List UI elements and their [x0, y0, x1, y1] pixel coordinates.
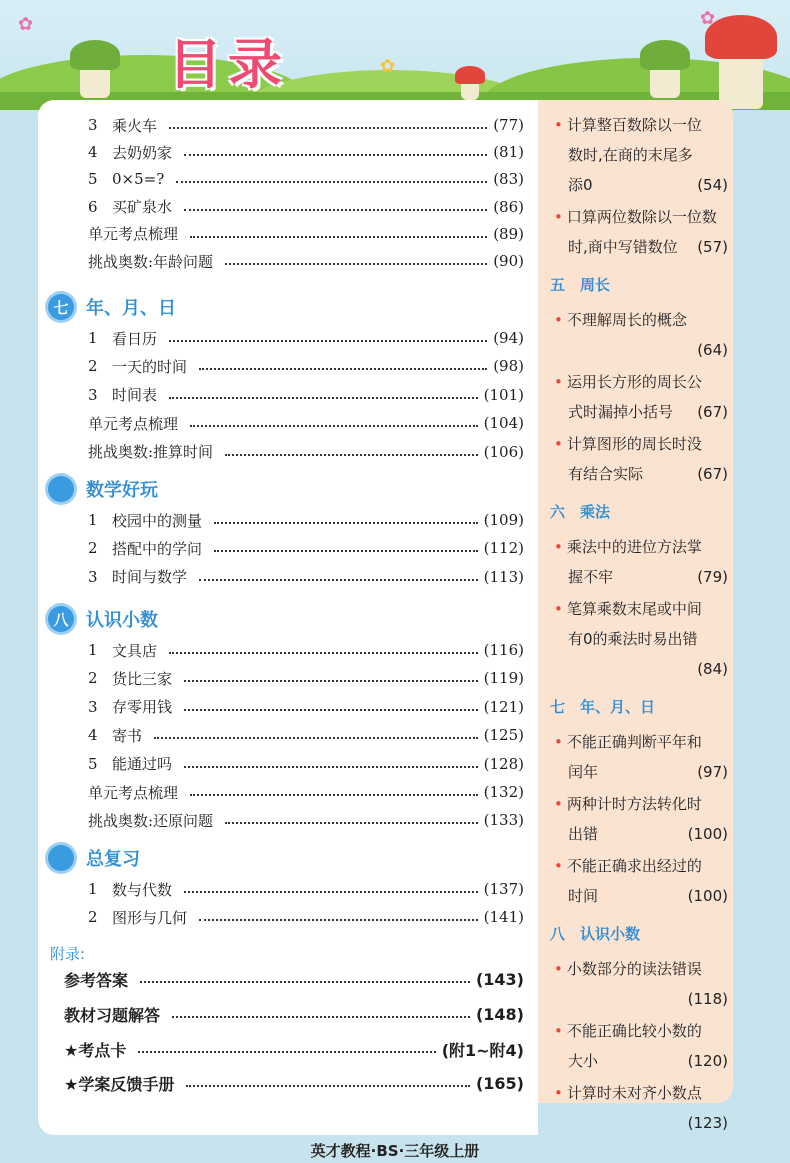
side-item-text: 数时,在商的末尾多: [568, 146, 693, 164]
dot-leader: [199, 368, 487, 370]
toc-entry[interactable]: [64, 1001, 524, 1027]
side-item-text: 出错: [568, 825, 599, 843]
toc-entry-page: (90): [493, 252, 524, 270]
toc-entry-page: (98): [493, 357, 524, 376]
side-section-header: 八 认识小数: [550, 925, 641, 943]
side-item-text: 不能正确求出经过的: [566, 857, 702, 875]
side-list-item[interactable]: [554, 1078, 728, 1138]
toc-entry-label: 寄书: [112, 726, 143, 745]
toc-entry-label: 挑战奥数:年龄问题: [88, 252, 214, 271]
appendix-label: 附录:: [50, 945, 86, 963]
toc-entry-label: 货比三家: [112, 669, 173, 688]
side-item-text: 不能正确判断平年和: [566, 733, 702, 751]
dot-leader: [184, 766, 478, 768]
side-item-page: (54): [697, 176, 728, 194]
dot-leader: [154, 737, 478, 739]
side-item-page: (79): [697, 568, 728, 586]
side-item-text: 乘法中的进位方法掌: [566, 538, 702, 556]
toc-entry-page: (109): [483, 511, 524, 529]
dot-leader: [184, 680, 478, 682]
bullet-icon: •: [554, 857, 563, 875]
toc-entry-label: 数与代数: [112, 880, 173, 899]
toc-entry-page: (89): [493, 224, 524, 243]
side-item-page: (97): [697, 763, 728, 781]
toc-entry-label: 乘火车: [112, 116, 158, 135]
toc-entry-page: (148): [475, 1004, 524, 1024]
toc-entry-label: 存零用钱: [112, 698, 173, 717]
toc-entry-label: ★学案反馈手册: [64, 1074, 175, 1094]
toc-entry[interactable]: [88, 876, 524, 902]
toc-entry-label: 时间表: [112, 386, 158, 405]
toc-entry-label: 看日历: [112, 329, 158, 348]
toc-entry-label: 一天的时间: [112, 357, 188, 376]
toc-entry-page: (附1~附4): [441, 1040, 524, 1060]
side-item-text: 式时漏掉小括号: [568, 403, 674, 421]
dot-leader: [199, 579, 478, 581]
toc-entry[interactable]: [88, 779, 524, 805]
toc-entry-number: 1: [88, 329, 98, 347]
toc-entry[interactable]: [88, 904, 524, 930]
section-badge-icon: [48, 476, 74, 502]
side-section-header: 七 年、月、日: [550, 698, 656, 716]
toc-entry[interactable]: [88, 807, 524, 833]
toc-entry[interactable]: [88, 221, 524, 247]
toc-entry-label: 单元考点梳理: [88, 225, 179, 244]
side-item-text: 运用长方形的周长公: [566, 373, 702, 391]
side-list-item[interactable]: [554, 202, 728, 262]
toc-entry-page: (101): [483, 385, 524, 404]
side-list-item[interactable]: [554, 1016, 728, 1076]
dot-leader: [176, 181, 487, 183]
dot-leader: [225, 263, 487, 265]
toc-entry-page: (165): [475, 1073, 524, 1093]
side-item-text: 不理解周长的概念: [566, 311, 687, 329]
toc-entry-number: 2: [88, 669, 98, 688]
toc-entry[interactable]: [88, 637, 524, 663]
side-item-page: (100): [687, 825, 728, 843]
toc-entry[interactable]: [64, 1036, 524, 1062]
toc-entry[interactable]: [88, 112, 524, 138]
toc-entry-number: 3: [88, 567, 98, 586]
toc-entry-page: (121): [483, 697, 524, 716]
side-item-text: 有0的乘法时易出错: [568, 630, 698, 648]
side-item-text: 口算两位数除以一位数: [566, 208, 717, 226]
toc-entry-page: (83): [493, 170, 524, 189]
section-header: [48, 474, 158, 504]
toc-entry-label: 搭配中的学问: [112, 539, 203, 558]
toc-entry[interactable]: [88, 325, 524, 351]
dot-leader: [140, 981, 470, 983]
side-item-text: 大小: [568, 1052, 599, 1070]
toc-entry-page: (104): [483, 414, 524, 433]
toc-entry-label: 单元考点梳理: [88, 414, 179, 433]
side-item-page: (57): [697, 238, 728, 256]
dot-leader: [172, 1016, 470, 1018]
bullet-icon: •: [554, 1022, 563, 1040]
side-item-text: 计算整百数除以一位: [566, 116, 702, 134]
section-title: 认识小数: [86, 610, 158, 631]
toc-entry-number: 3: [88, 697, 98, 716]
toc-entry-page: (125): [483, 726, 524, 745]
toc-entry[interactable]: [88, 353, 524, 379]
side-item-page: (100): [687, 887, 728, 905]
section-header: [48, 843, 140, 873]
toc-entry-label: 0×5=?: [112, 170, 165, 189]
bullet-icon: •: [554, 116, 563, 134]
dot-leader: [214, 550, 478, 552]
page-title: 目录: [168, 33, 288, 96]
toc-entry-page: (133): [483, 811, 524, 830]
toc-entry-page: (77): [493, 116, 524, 134]
toc-entry-label: 去奶奶家: [112, 143, 173, 162]
toc-entry-number: 2: [88, 539, 98, 558]
side-list-item[interactable]: [554, 851, 728, 911]
dot-leader: [225, 822, 478, 824]
toc-entry-number: 5: [88, 754, 98, 773]
toc-entry-label: 单元考点梳理: [88, 783, 179, 802]
toc-entry[interactable]: [88, 248, 524, 274]
toc-entry-page: (116): [483, 641, 524, 659]
dot-leader: [184, 891, 478, 893]
toc-entry-page: (106): [483, 442, 524, 461]
flower-icon: ✿: [700, 8, 716, 29]
side-list-item[interactable]: [554, 110, 728, 200]
toc-entry-number: 1: [88, 880, 98, 898]
toc-entry-page: (132): [483, 783, 524, 801]
toc-entry-label: 文具店: [112, 641, 158, 660]
dot-leader: [199, 919, 478, 921]
toc-entry[interactable]: [88, 564, 524, 590]
dot-leader: [184, 209, 487, 211]
toc-entry-number: 5: [88, 170, 98, 189]
section-badge-icon: [48, 845, 74, 871]
bullet-icon: •: [554, 960, 563, 978]
section-badge-icon: 七: [48, 294, 74, 320]
side-item-page: (120): [687, 1052, 728, 1070]
bullet-icon: •: [554, 373, 563, 391]
toc-entry-number: 3: [88, 385, 98, 404]
dot-leader: [190, 794, 478, 796]
section-title: 数学好玩: [86, 480, 158, 501]
side-list-item[interactable]: [554, 367, 728, 427]
section-badge-icon: 八: [48, 606, 74, 632]
bullet-icon: •: [554, 311, 563, 329]
bullet-icon: •: [554, 600, 563, 618]
toc-entry-number: 4: [88, 726, 98, 745]
toc-entry[interactable]: [88, 139, 524, 165]
toc-entry-number: 4: [88, 143, 98, 162]
section-header: [48, 292, 176, 322]
side-item-text: 计算时未对齐小数点: [566, 1084, 702, 1102]
toc-entry[interactable]: [88, 194, 524, 220]
toc-entry[interactable]: [88, 535, 524, 561]
toc-entry-number: 1: [88, 641, 98, 659]
side-list-item[interactable]: [554, 954, 728, 1014]
toc-entry-page: (112): [483, 539, 524, 558]
toc-entry-label: 挑战奥数:推算时间: [88, 443, 214, 462]
toc-entry[interactable]: [64, 1070, 524, 1096]
side-item-page: (84): [697, 660, 728, 678]
side-list-item[interactable]: [554, 789, 728, 849]
toc-entry-label: 时间与数学: [112, 568, 188, 587]
dot-leader: [169, 340, 487, 342]
section-title: 年、月、日: [86, 298, 176, 319]
side-list-item[interactable]: [554, 532, 728, 592]
section-header: [48, 604, 158, 634]
toc-entry-number: 3: [88, 116, 98, 134]
toc-entry-label: 挑战奥数:还原问题: [88, 811, 214, 830]
toc-entry[interactable]: [88, 722, 524, 748]
flower-icon: ✿: [380, 56, 396, 77]
dot-leader: [225, 454, 478, 456]
side-item-text: 闰年: [568, 763, 599, 781]
toc-entry[interactable]: [88, 694, 524, 720]
dot-leader: [138, 1051, 435, 1053]
side-item-text: 不能正确比较小数的: [566, 1022, 702, 1040]
side-item-text: 握不牢: [568, 568, 614, 586]
toc-entry-label: ★考点卡: [64, 1040, 127, 1060]
bullet-icon: •: [554, 1084, 563, 1102]
bullet-icon: •: [554, 795, 563, 813]
section-title: 总复习: [86, 849, 140, 870]
toc-entry[interactable]: [88, 665, 524, 691]
toc-entry[interactable]: [88, 751, 524, 777]
side-item-page: (67): [697, 403, 728, 421]
side-list-item[interactable]: [554, 594, 728, 684]
toc-entry[interactable]: [64, 966, 524, 992]
toc-entry-page: (141): [483, 908, 524, 927]
toc-entry-number: 2: [88, 908, 98, 927]
bullet-icon: •: [554, 208, 563, 226]
toc-entry-label: 图形与几何: [112, 908, 188, 927]
side-item-text: 有结合实际: [568, 465, 644, 483]
side-item-text: 小数部分的读法错误: [566, 960, 702, 978]
toc-entry-page: (86): [493, 197, 524, 216]
side-item-page: (64): [697, 341, 728, 359]
dot-leader: [169, 397, 478, 399]
toc-entry-page: (81): [493, 143, 524, 162]
side-item-page: (123): [687, 1114, 728, 1132]
side-item-page: (67): [697, 465, 728, 483]
dot-leader: [184, 154, 487, 156]
toc-entry-page: (128): [483, 754, 524, 773]
toc-entry[interactable]: [88, 439, 524, 465]
side-item-text: 计算图形的周长时没: [566, 435, 702, 453]
bullet-icon: •: [554, 435, 563, 453]
toc-entry-label: 参考答案: [64, 970, 129, 990]
footer-text: 英才教程·BS·三年级上册: [310, 1142, 480, 1160]
dot-leader: [214, 522, 478, 524]
dot-leader: [190, 425, 478, 427]
side-list-item[interactable]: [554, 727, 728, 787]
toc-entry-page: (113): [483, 567, 524, 586]
side-item-text: 时间: [568, 887, 599, 905]
toc-entry-label: 买矿泉水: [112, 198, 173, 217]
side-item-text: 两种计时方法转化时: [566, 795, 702, 813]
dot-leader: [169, 652, 478, 654]
dot-leader: [184, 709, 478, 711]
toc-entry-page: (137): [483, 880, 524, 898]
toc-entry-label: 能通过吗: [112, 755, 173, 774]
toc-entry-label: 校园中的测量: [112, 511, 203, 530]
toc-entry-number: 6: [88, 197, 98, 216]
toc-entry[interactable]: [88, 507, 524, 533]
side-item-page: (118): [687, 990, 728, 1008]
dot-leader: [169, 127, 487, 129]
bullet-icon: •: [554, 538, 563, 556]
side-item-text: 时,商中写错数位: [568, 238, 678, 256]
toc-entry-label: 教材习题解答: [64, 1005, 161, 1025]
side-section-header: 六 乘法: [550, 503, 611, 521]
side-section-header: 五 周长: [550, 276, 611, 294]
toc-entry-number: 1: [88, 511, 98, 529]
side-list-item[interactable]: [554, 305, 728, 365]
dot-leader: [190, 236, 487, 238]
flower-icon: ✿: [18, 14, 34, 35]
toc-entry[interactable]: [88, 410, 524, 436]
toc-entry-page: (119): [483, 669, 524, 688]
side-item-text: 添0: [568, 176, 593, 194]
bullet-icon: •: [554, 733, 563, 751]
toc-entry[interactable]: [88, 382, 524, 408]
toc-entry-page: (94): [493, 329, 524, 347]
side-list-item[interactable]: [554, 429, 728, 489]
side-item-text: 笔算乘数末尾或中间: [566, 600, 702, 618]
header-illustration: [0, 0, 790, 110]
toc-entry[interactable]: [88, 166, 524, 192]
toc-entry-number: 2: [88, 357, 98, 376]
toc-entry-page: (143): [475, 969, 524, 989]
dot-leader: [186, 1085, 470, 1087]
